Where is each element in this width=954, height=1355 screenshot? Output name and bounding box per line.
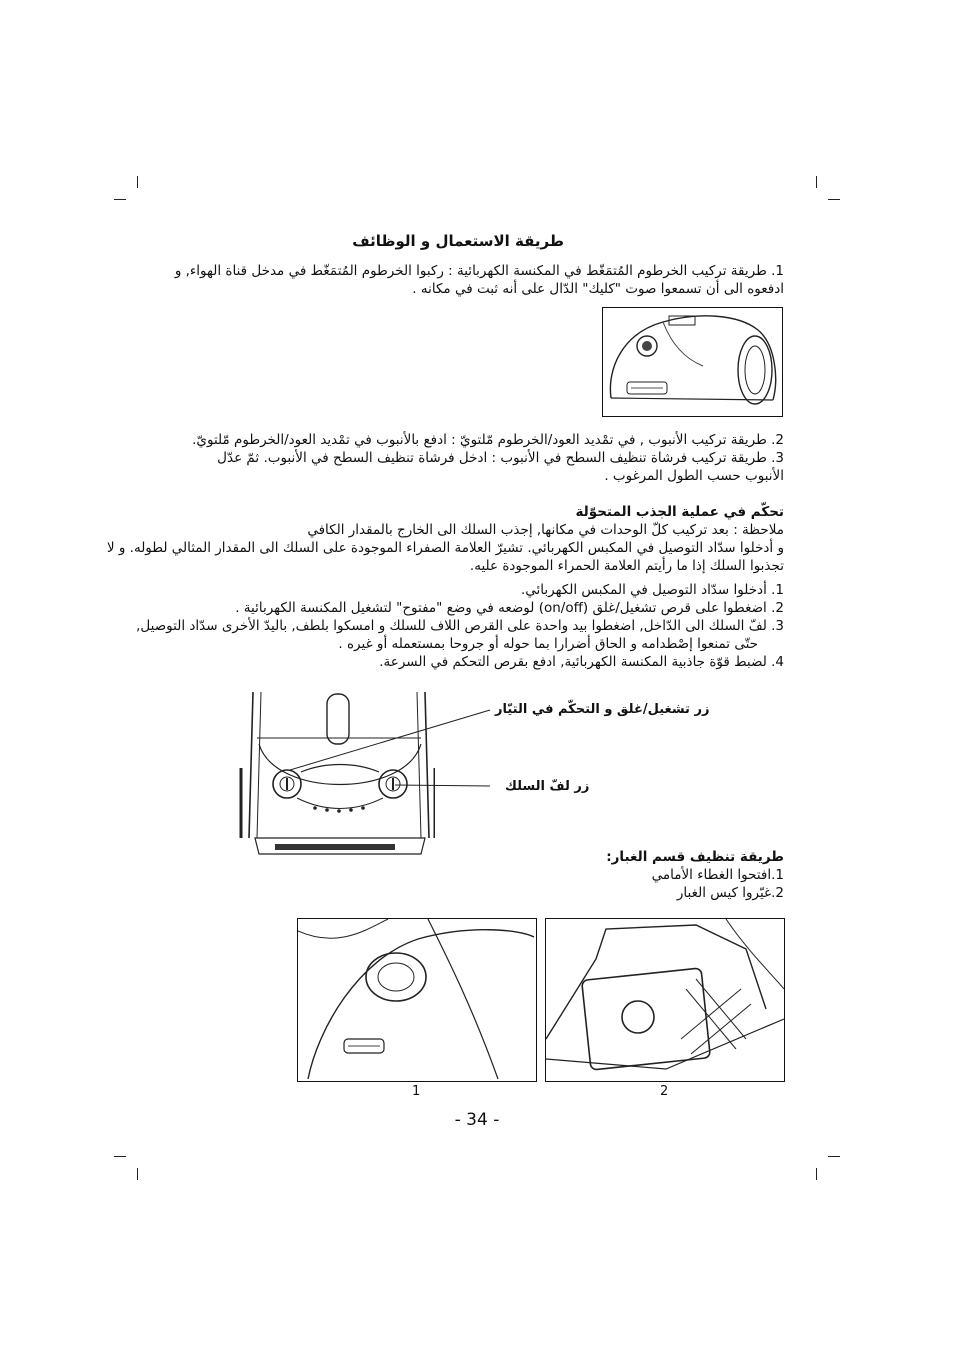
page-number: - 34 - (454, 1110, 500, 1130)
page-title: طريقة الاستعمال و الوظائف (352, 232, 564, 250)
step-item: حتّى تمنعوا إصْطدامه و الحاق أضرارا بما حوله أو جروحا بمستعمله أو غيره . (338, 636, 758, 652)
step-item: 2. اضغطوا على قرص تشغيل/غلق (on/off) لوضعه في وضع "مفتوح" لتشغيل المكنسة الكهربائية . (235, 600, 784, 616)
step-item: 4. لضبط قوّة جاذبية المكنسة الكهربائية, ادفع بقرص التحكم في السرعة. (379, 654, 784, 670)
section-heading: تحكّم في عملية الجذب المتحوّلة (575, 504, 784, 520)
cord-rewind-label: زر لفّ السلك (505, 779, 590, 794)
step-item: 1.افتحوا الغطاء الأمامي (651, 867, 784, 883)
front-cover-figure (297, 918, 537, 1082)
section-heading: طريقة تنظيف قسم الغبار: (606, 849, 784, 865)
dust-bag-figure (545, 918, 785, 1082)
paragraph-line: تجذبوا السلك إذا ما رأيتم العلامة الحمراء الموجودة عليه. (469, 558, 784, 574)
paragraph-line: و أدخلوا سدّاد التوصيل في المكبس الكهربائي. تشيرّ العلامة الصفراء الموجودة على السلك الى المقدار المثالي لطوله. و لا (106, 540, 784, 556)
step-item: 2.غيّروا كيس الغبار (676, 885, 784, 901)
paragraph-line: ملاحظة : بعد تركيب كلّ الوحدات في مكانها, إجذب السلك الى الخارج بالمقدار الكافي (307, 522, 784, 538)
figure-number: 2 (660, 1084, 669, 1099)
paragraph-line: 1. طريقة تركيب الخرطوم المُتمَغّط في المكنسة الكهربائية : ركبوا الخرطوم المُتمَغّط في مدخل قناة الهواء, و (174, 263, 784, 279)
paragraph-line: الأنبوب حسب الطول المرغوب . (604, 468, 784, 484)
paragraph-line: ادفعوه الى أن تسمعوا صوت "كليك" الدّال على أنه ثبت في مكانه . (412, 281, 784, 297)
switch-button-label: زر تشغيل/غلق و التحكّم في التيّار (495, 702, 710, 717)
step-item: 1. أدخلوا سدّاد التوصيل في المكبس الكهربائي. (520, 582, 784, 598)
step-item: 3. لفّ السلك الى الدّاخل, اضغطوا بيد واحدة على القرص اللاف للسلك و امسكوا بلطف, باليدّ الأخرى سدّاد التوصيل, (136, 618, 784, 634)
paragraph-line: 3. طريقة تركيب فرشاة تنظيف السطح في الأنبوب : ادخل فرشاة تنظيف السطح في الأنبوب. ثمّ عدّل (217, 450, 784, 466)
figure-number: 1 (412, 1084, 421, 1099)
paragraph-line: 2. طريقة تركيب الأنبوب , في تمْديد العود/الخرطوم مّلتويّ : ادفع بالأنبوب في تمْديد العود/الخرطوم مّلتويّ. (192, 432, 784, 448)
section-dust-cleaning (584, 848, 784, 902)
